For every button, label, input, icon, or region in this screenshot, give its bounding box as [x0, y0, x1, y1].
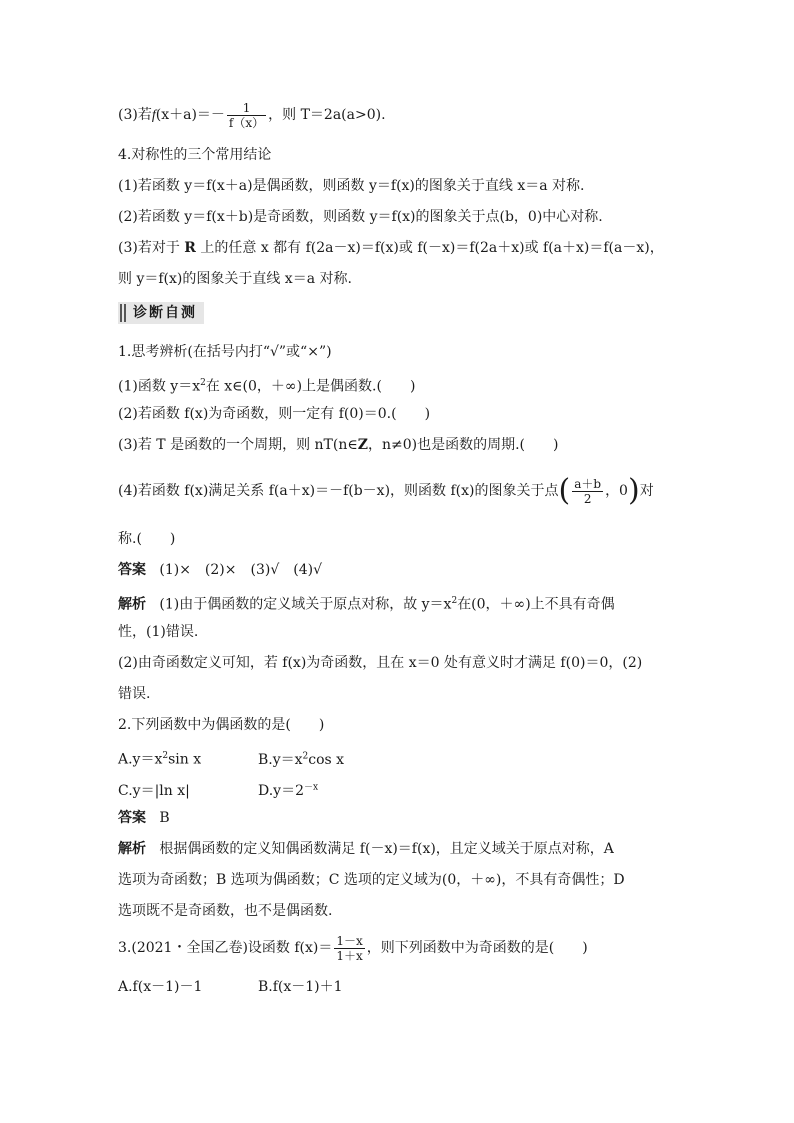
q1-item-4-fraction — [572, 477, 603, 506]
period-formula-3 — [118, 98, 694, 133]
q1-analysis-2-cont: 错误. — [118, 686, 151, 702]
q1-item-3-pre: (3)若 T 是函数的一个周期，则 nT(n∈ — [118, 437, 358, 453]
q3-option-a: A.f(x－1)－1 — [118, 979, 203, 995]
q3-title-post: ，则下列函数中为奇函数的是( ) — [366, 940, 588, 956]
q2-analysis-3: 选项既不是奇函数，也不是偶函数. — [118, 903, 333, 919]
opt-a-pre: A.y＝x — [118, 751, 163, 768]
symmetry-1: (1)若函数 y＝f(x＋a)是偶函数，则函数 y＝f(x)的图象关于直线 x＝a 对称. — [118, 178, 585, 194]
q2-option-d — [258, 783, 318, 799]
f-symbol: f — [151, 108, 156, 123]
analysis-1-post: 在(0，＋∞)上不具有奇偶 — [457, 596, 615, 613]
real-set-symbol: R — [184, 240, 196, 256]
q2-option-a — [118, 747, 258, 769]
analysis-label: 解析 — [118, 596, 146, 613]
q1-item-1 — [118, 374, 694, 396]
section-header: 诊断自测 — [133, 305, 197, 321]
q2-answer — [118, 809, 694, 827]
analysis-text: 根据偶函数的定义知偶函数满足 f(－x)＝f(x)，且定义域关于原点对称，A — [159, 841, 614, 857]
opt-a-sup: 2 — [162, 751, 169, 761]
integer-set-symbol: Z — [357, 437, 368, 453]
analysis-1-sup: 2 — [451, 596, 458, 606]
opt-a-post: sin x — [168, 751, 202, 768]
opt-b-pre: B.y＝x — [258, 751, 303, 768]
q1-item-1-pre: (1)函数 y＝x — [118, 378, 201, 395]
q1-analysis-1-cont: 性，(1)错误. — [118, 624, 199, 640]
opt-b-sup: 2 — [302, 751, 309, 761]
q3-title-pre: 3.(2021・全国乙卷)设函数 f(x)＝ — [118, 940, 333, 956]
answer-text: B — [159, 810, 170, 826]
fraction-denominator: 2 — [583, 491, 592, 506]
q2-option-b — [258, 752, 344, 768]
q2-analysis-2: 选项为奇函数；B 选项为偶函数；C 选项的定义域为(0，＋∞)，不具有奇偶性；D — [118, 872, 625, 888]
formula-prefix: (3)若 — [118, 107, 152, 123]
q1-analysis-1 — [118, 592, 694, 614]
q1-title: 1.思考辨析(在括号内打“√”或“×”) — [118, 344, 332, 360]
section-header-bars — [120, 304, 126, 322]
q1-item-4-post: ，0 — [605, 483, 628, 499]
answer-text: (1)× (2)× (3)√ (4)√ — [159, 562, 322, 578]
fraction-numerator: 1 — [227, 101, 266, 116]
fraction-denominator: 1＋x — [336, 948, 363, 963]
opt-b-post: cos x — [308, 751, 345, 768]
left-paren: ( — [558, 473, 571, 508]
symmetry-3-prefix: (3)若对于 — [118, 240, 185, 256]
symmetry-3-cont: 则 y＝f(x)的图象关于直线 x＝a 对称. — [118, 271, 352, 287]
q3-fraction — [334, 934, 364, 963]
fraction-numerator: 1－x — [336, 933, 363, 948]
fraction — [227, 101, 266, 130]
q3-options-ab — [118, 978, 694, 996]
q2-option-c: C.y＝|ln x| — [118, 782, 190, 799]
q3-title — [118, 930, 694, 966]
q1-item-1-post: 在 x∈(0，＋∞)上是偶函数.( ) — [205, 378, 416, 395]
q1-answer — [118, 561, 694, 579]
q1-item-4-cont: 称.( ) — [118, 531, 176, 547]
q1-item-4-pre: (4)若函数 f(x)满足关系 f(a＋x)＝－f(b－x)，则函数 f(x)的图象关于点 — [118, 483, 559, 499]
formula-mid: (x＋a)＝－ — [155, 107, 225, 123]
opt-d-pre: D.y＝2 — [258, 782, 304, 799]
q2-options-ab — [118, 747, 694, 769]
q2-title: 2.下列函数中为偶函数的是( ) — [118, 717, 325, 733]
q2-options-cd — [118, 778, 694, 800]
analysis-1-pre: (1)由于偶函数的定义域关于原点对称，故 y＝x — [159, 596, 452, 613]
q1-analysis-2: (2)由奇函数定义可知，若 f(x)为奇函数，且在 x＝0 处有意义时才满足 f(0)＝0，(2) — [118, 655, 643, 671]
answer-label: 答案 — [118, 810, 146, 826]
fraction-denominator: f（x） — [228, 115, 265, 130]
q1-item-4 — [118, 472, 694, 510]
symmetry-2: (2)若函数 y＝f(x＋b)是奇函数，则函数 y＝f(x)的图象关于点(b，0)中心对称. — [118, 209, 603, 225]
symmetry-3 — [118, 239, 694, 257]
q1-item-3 — [118, 436, 694, 454]
q1-item-4-tail: 对 — [639, 483, 654, 499]
q1-item-2: (2)若函数 f(x)为奇函数，则一定有 f(0)＝0.( ) — [118, 406, 431, 422]
section-4-heading: 4.对称性的三个常用结论 — [118, 147, 272, 163]
q1-item-3-post: ，n≠0)也是函数的周期.( ) — [367, 437, 559, 453]
right-paren: ) — [627, 473, 640, 508]
opt-d-sup: －x — [304, 782, 319, 792]
formula-suffix: ，则 T＝2a(a>0). — [268, 107, 386, 123]
symmetry-3-suffix: 上的任意 x 都有 f(2a－x)＝f(x)或 f(－x)＝f(2a＋x)或 f(a＋x)＝f(a－x)， — [195, 240, 664, 256]
analysis-label: 解析 — [118, 841, 146, 857]
answer-label: 答案 — [118, 562, 146, 578]
q1-item-1-sup: 2 — [200, 378, 206, 388]
q3-option-b: B.f(x－1)＋1 — [258, 979, 343, 995]
q2-analysis-1 — [118, 840, 694, 858]
fraction-numerator: a＋b — [574, 476, 602, 491]
